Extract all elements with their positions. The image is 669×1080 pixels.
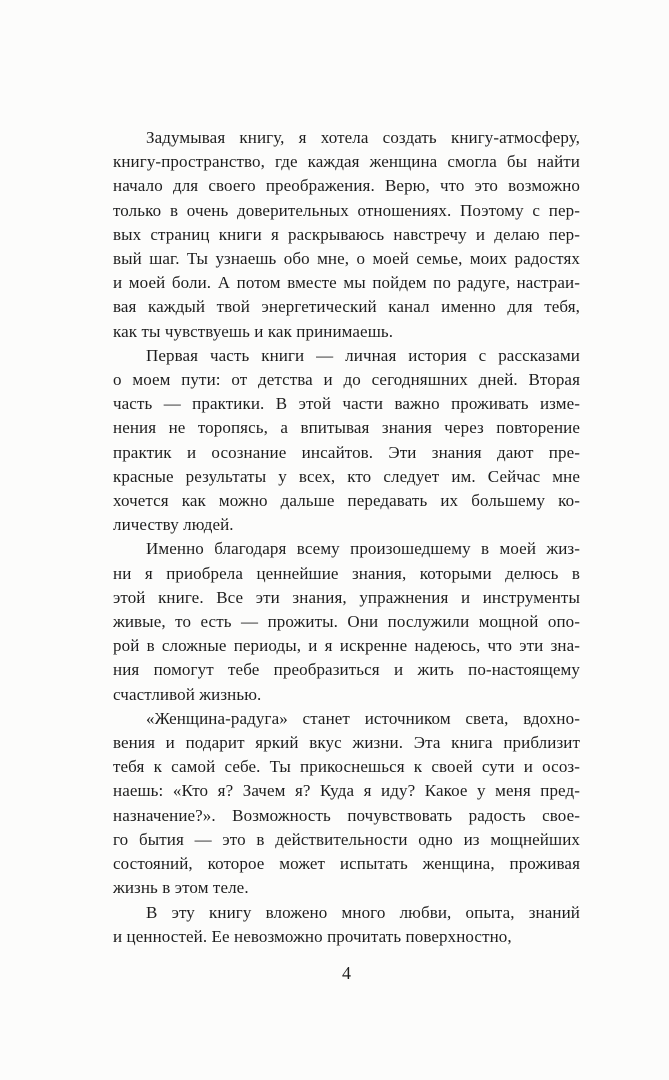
text-line: книгу-пространство, где каждая женщина смогла бы найти	[113, 152, 580, 172]
text-line: Именно благодаря всему произошедшему в моей жиз-	[146, 539, 580, 559]
text-line: как ты чувствуешь и как принимаешь.	[113, 321, 394, 341]
text-line: нения не торопясь, а впитывая знания через повторение	[113, 418, 580, 438]
text-line: живые, то есть — прожиты. Они послужили мощной опо-	[113, 612, 580, 632]
text-line: красные результаты у всех, кто следует им. Сейчас мне	[113, 466, 580, 486]
text-line: состояний, которое может испытать женщина, проживая	[113, 854, 580, 874]
text-line: и ценностей. Ее невозможно прочитать поверхностно,	[113, 926, 512, 946]
text-line: го бытия — это в действительности одно из мощнейших	[113, 829, 580, 849]
text-line: рой в сложные периоды, и я искренне надеюсь, что эти зна-	[113, 636, 580, 656]
text-line: вый шаг. Ты узнаешь обо мне, о моей семье, моих радостях	[113, 249, 580, 269]
text-line: о моем пути: от детства и до сегодняшних дней. Вторая	[113, 370, 580, 390]
text-line: счастливой жизнью.	[113, 684, 262, 704]
text-line: назначение?». Возможность почувствовать радость свое-	[113, 805, 580, 825]
paragraph	[113, 126, 580, 344]
text-line: только в очень доверительных отношениях. Поэтому с пер-	[113, 200, 580, 220]
text-line: ни я приобрела ценнейшие знания, которыми делюсь в	[113, 563, 580, 583]
text-line: Первая часть книги — личная история с рассказами	[146, 345, 580, 365]
paragraph	[113, 901, 580, 949]
paragraph	[113, 344, 580, 538]
text-line: вения и подарит яркий вкус жизни. Эта книга приблизит	[113, 733, 580, 753]
text-line: В эту книгу вложено много любви, опыта, знаний	[146, 902, 580, 922]
text-line: наешь: «Кто я? Зачем я? Куда я иду? Какое у меня пред-	[113, 781, 580, 801]
page-number: 4	[342, 963, 351, 983]
text-line: этой книге. Все эти знания, упражнения и инструменты	[113, 587, 580, 607]
text-line: вая каждый твой энергетический канал именно для тебя,	[113, 297, 580, 317]
text-line: вых страниц книги я раскрываюсь навстречу и делаю пер-	[113, 224, 580, 244]
text-line: начало для своего преображения. Верю, что это возможно	[113, 176, 580, 196]
text-line: хочется как можно дальше передавать их большему ко-	[113, 491, 580, 511]
body-text	[113, 126, 580, 949]
text-line: практик и осознание инсайтов. Эти знания дают пре-	[113, 442, 580, 462]
text-line: и моей боли. А потом вместе мы пойдем по радуге, настраи-	[113, 273, 580, 293]
paragraph	[113, 537, 580, 706]
text-line: ния помогут тебе преобразиться и жить по-настоящему	[113, 660, 580, 680]
text-line: Задумывая книгу, я хотела создать книгу-атмосферу,	[146, 128, 580, 147]
text-line: жизнь в этом теле.	[113, 878, 249, 898]
paragraph	[113, 707, 580, 901]
text-line: часть — практики. В этой части важно проживать изме-	[113, 394, 580, 414]
text-line: тебя к самой себе. Ты прикоснешься к своей сути и осоз-	[113, 757, 580, 777]
text-line: «Женщина-радуга» станет источником света, вдохно-	[146, 708, 580, 728]
text-line: личеству людей.	[113, 515, 234, 535]
